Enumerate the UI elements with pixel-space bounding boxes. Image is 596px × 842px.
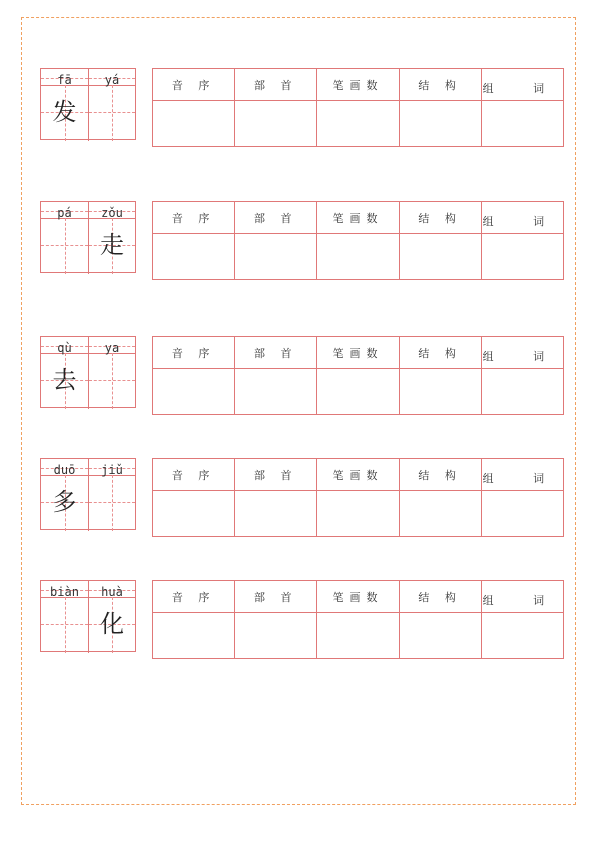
entry-4 (40, 458, 564, 532)
header-zuci: 组 词 (481, 202, 563, 234)
header-bihuashu: 笔画数 (317, 337, 399, 369)
char-cell-1 (41, 337, 89, 409)
answer-cell[interactable] (399, 101, 481, 147)
tianzige-box (40, 336, 136, 408)
pinyin: zǒu (101, 206, 123, 220)
header-bihuashu: 笔画数 (317, 202, 399, 234)
entry-3 (40, 336, 564, 410)
header-yinxu: 音 序 (153, 69, 235, 101)
char-cell-2 (89, 337, 135, 409)
answer-cell[interactable] (317, 369, 399, 415)
pinyin: ya (104, 341, 120, 355)
pinyin: jiǔ (101, 463, 123, 477)
header-zuci: 组 词 (481, 337, 563, 369)
pinyin: pá (57, 206, 72, 220)
answer-cell[interactable] (153, 234, 235, 280)
hanzi: 发 (52, 98, 77, 126)
answer-cell[interactable] (235, 101, 317, 147)
header-jiegou: 结 构 (399, 581, 481, 613)
answer-cell[interactable] (235, 491, 317, 537)
header-bushou: 部 首 (235, 459, 317, 491)
header-bushou: 部 首 (235, 337, 317, 369)
answer-cell[interactable] (235, 613, 317, 659)
header-jiegou: 结 构 (399, 337, 481, 369)
header-jiegou: 结 构 (399, 459, 481, 491)
header-bihuashu: 笔画数 (317, 459, 399, 491)
header-yinxu: 音 序 (153, 202, 235, 234)
answer-cell[interactable] (235, 234, 317, 280)
entry-1 (40, 68, 564, 142)
header-bushou: 部 首 (235, 69, 317, 101)
info-table (152, 458, 564, 537)
pinyin: huà (101, 585, 123, 599)
tianzige-box (40, 68, 136, 140)
char-cell-2 (89, 202, 135, 274)
answer-cell[interactable] (317, 234, 399, 280)
header-bihuashu: 笔画数 (317, 69, 399, 101)
char-cell-2 (89, 581, 135, 653)
header-zuci: 组 词 (481, 459, 563, 491)
tianzige-box (40, 201, 136, 273)
pinyin: fā (57, 73, 72, 87)
answer-cell[interactable] (399, 491, 481, 537)
header-zuci: 组 词 (481, 69, 563, 101)
answer-cell[interactable] (153, 101, 235, 147)
hanzi: 化 (100, 610, 124, 638)
answer-cell[interactable] (481, 101, 563, 147)
answer-cell[interactable] (481, 613, 563, 659)
answer-cell[interactable] (317, 491, 399, 537)
entry-5 (40, 580, 564, 654)
pinyin: yá (104, 73, 120, 87)
tianzige-box (40, 580, 136, 652)
answer-cell[interactable] (235, 369, 317, 415)
header-zuci: 组 词 (481, 581, 563, 613)
answer-cell[interactable] (399, 234, 481, 280)
header-jiegou: 结 构 (399, 69, 481, 101)
hanzi: 走 (100, 231, 124, 259)
answer-cell[interactable] (153, 369, 235, 415)
char-cell-1 (41, 69, 89, 141)
char-cell-1 (41, 459, 89, 531)
info-table (152, 336, 564, 415)
char-cell-2 (89, 69, 135, 141)
hanzi: 去 (52, 366, 77, 394)
info-table (152, 201, 564, 280)
answer-cell[interactable] (481, 491, 563, 537)
char-cell-1 (41, 202, 89, 274)
header-jiegou: 结 构 (399, 202, 481, 234)
header-yinxu: 音 序 (153, 337, 235, 369)
answer-cell[interactable] (399, 369, 481, 415)
answer-cell[interactable] (399, 613, 481, 659)
answer-cell[interactable] (153, 491, 235, 537)
tianzige-box (40, 458, 136, 530)
hanzi: 多 (52, 488, 77, 516)
pinyin: duō (53, 463, 76, 477)
pinyin: biàn (50, 585, 79, 599)
pinyin: qù (57, 341, 72, 355)
header-yinxu: 音 序 (153, 581, 235, 613)
answer-cell[interactable] (153, 613, 235, 659)
header-bushou: 部 首 (235, 202, 317, 234)
answer-cell[interactable] (481, 234, 563, 280)
char-cell-1 (41, 581, 89, 653)
header-yinxu: 音 序 (153, 459, 235, 491)
header-bihuashu: 笔画数 (317, 581, 399, 613)
char-cell-2 (89, 459, 135, 531)
answer-cell[interactable] (317, 101, 399, 147)
info-table (152, 580, 564, 659)
answer-cell[interactable] (317, 613, 399, 659)
entry-2 (40, 201, 564, 275)
answer-cell[interactable] (481, 369, 563, 415)
header-bushou: 部 首 (235, 581, 317, 613)
info-table (152, 68, 564, 147)
